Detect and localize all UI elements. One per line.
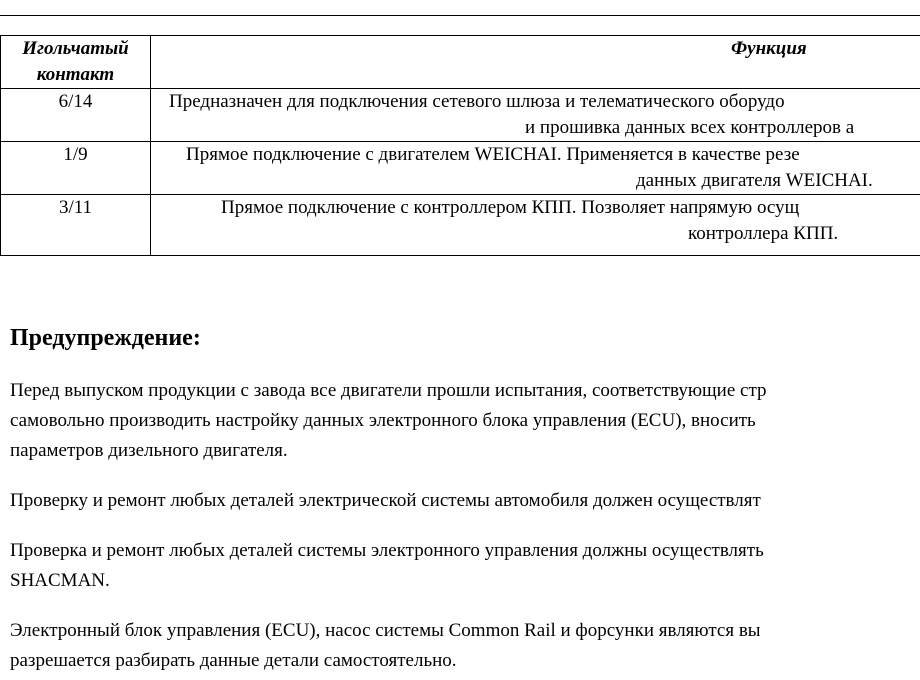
table-row (1, 195, 920, 256)
paragraph-line: Проверка и ремонт любых деталей системы электронного управления должны осуществлять (10, 540, 764, 561)
top-rule (0, 15, 920, 16)
paragraph-line: Проверку и ремонт любых деталей электрической системы автомобиля должен осуществлят (10, 490, 761, 511)
header-pin-line1: Игольчатый (22, 38, 129, 59)
warning-paragraph-1 (10, 376, 920, 466)
table-row (1, 142, 920, 195)
function-line: данных двигателя WEICHAI. (636, 170, 873, 191)
header-pin-line2: контакт (36, 64, 115, 85)
function-cell (151, 89, 920, 142)
function-cell (151, 142, 920, 195)
pin-function-table (0, 35, 920, 256)
function-cell (151, 195, 920, 256)
function-line: Предназначен для подключения сетевого шлюза и телематического оборудо (169, 91, 785, 112)
header-function-text: Функция (731, 38, 807, 59)
pin-cell: 1/9 (1, 142, 151, 195)
paragraph-line: Электронный блок управления (ECU), насос системы Common Rail и форсунки являются вы (10, 620, 761, 641)
paragraph-line: самовольно производить настройку данных электронного блока управления (ECU), вносить (10, 410, 756, 431)
paragraph-line: разрешается разбирать данные детали самостоятельно. (10, 650, 457, 671)
pin-cell: 6/14 (1, 89, 151, 142)
warning-paragraph-4 (10, 616, 920, 676)
header-pin (1, 36, 151, 89)
pin-cell: 3/11 (1, 195, 151, 256)
function-line: Прямое подключение с контроллером КПП. Позволяет напрямую осущ (221, 197, 800, 218)
table-header-row (1, 36, 920, 89)
header-function (151, 36, 920, 89)
warning-paragraph-3 (10, 536, 920, 596)
paragraph-line: SHACMAN. (10, 570, 110, 591)
table-row (1, 89, 920, 142)
warning-heading: Предупреждение: (10, 325, 201, 351)
warning-paragraph-2 (10, 486, 920, 516)
function-line: Прямое подключение с двигателем WEICHAI. Применяется в качестве резе (186, 144, 800, 165)
function-line: и прошивка данных всех контроллеров а (525, 117, 855, 138)
paragraph-line: параметров дизельного двигателя. (10, 440, 288, 461)
paragraph-line: Перед выпуском продукции с завода все двигатели прошли испытания, соответствующие стр (10, 380, 767, 401)
function-line: контроллера КПП. (688, 223, 839, 244)
